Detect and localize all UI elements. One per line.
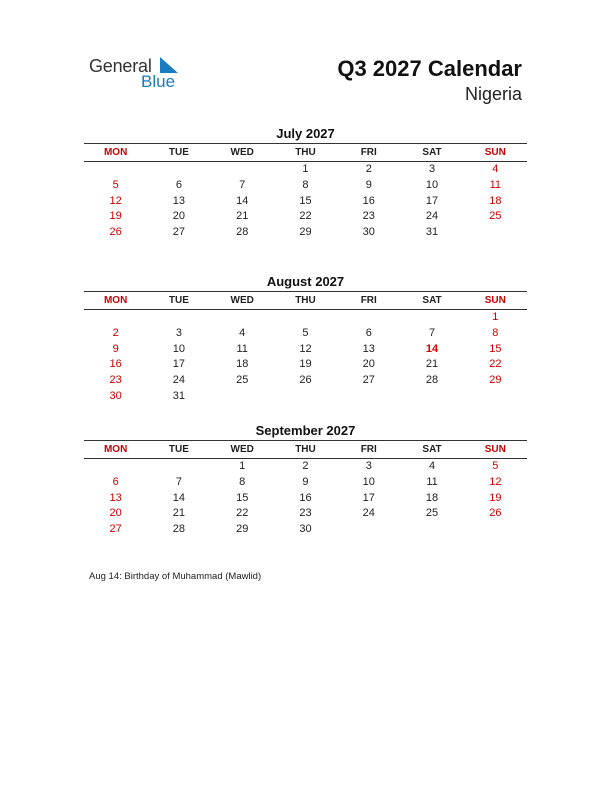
day-cell: 20 — [362, 358, 375, 371]
weekday-label: TUE — [168, 147, 189, 158]
weekday-label: SAT — [422, 444, 442, 455]
day-cell: 19 — [299, 358, 312, 371]
day-cell: 28 — [172, 523, 186, 536]
week-row — [84, 389, 527, 405]
day-cell: 24 — [362, 507, 375, 520]
day-cell: 15 — [236, 491, 249, 504]
weekday-label: MON — [103, 147, 128, 158]
day-cell: 27 — [172, 226, 186, 239]
generalblue-logo — [89, 56, 189, 96]
day-cell: 21 — [236, 210, 249, 223]
week-row — [84, 194, 527, 210]
day-cell: 2 — [112, 326, 119, 339]
day-cell: 17 — [425, 194, 439, 207]
weekday-label: SAT — [422, 147, 442, 158]
day-cell: 13 — [362, 342, 375, 355]
weekday-label: WED — [230, 444, 254, 455]
month-july — [84, 125, 527, 241]
day-cell: 16 — [299, 491, 312, 504]
day-cell: 27 — [362, 374, 375, 387]
day-cell: 26 — [489, 507, 502, 520]
day-cell: 3 — [175, 326, 182, 339]
day-cell: 31 — [172, 389, 186, 402]
day-cell: 16 — [362, 194, 375, 207]
day-cell: 10 — [425, 178, 439, 191]
week-row — [84, 178, 527, 194]
weekday-label: MON — [103, 295, 128, 306]
holiday-note: Aug 14: Birthday of Muhammad (Mawlid) — [89, 571, 262, 582]
day-cell: 14 — [236, 194, 249, 207]
day-cell: 3 — [365, 460, 372, 472]
day-cell: 1 — [302, 163, 309, 175]
holiday-notes — [89, 571, 261, 582]
day-cell: 29 — [236, 523, 249, 536]
empty-day-cell — [400, 522, 463, 538]
week-row — [84, 459, 527, 475]
day-cell: 25 — [425, 507, 439, 520]
day-cell: 26 — [109, 226, 122, 239]
month-grid — [84, 459, 527, 538]
weekday-label: WED — [230, 147, 254, 158]
weekday-label: SUN — [484, 147, 506, 158]
month-title: July 2027 — [276, 126, 335, 141]
empty-day-cell — [337, 389, 400, 405]
day-cell: 15 — [299, 194, 312, 207]
week-row — [84, 209, 527, 225]
week-row — [84, 357, 527, 373]
weekday-label: MON — [103, 444, 128, 455]
day-cell: 21 — [425, 358, 439, 371]
day-cell: 20 — [172, 210, 186, 223]
day-cell: 8 — [492, 326, 499, 339]
week-row — [84, 506, 527, 522]
day-cell: 6 — [175, 178, 182, 191]
empty-day-cell — [464, 522, 527, 538]
month-title: September 2027 — [255, 423, 356, 438]
weekday-label: FRI — [360, 295, 377, 306]
day-cell: 2 — [365, 163, 372, 175]
day-cell: 7 — [175, 475, 182, 488]
day-cell: 5 — [492, 460, 499, 472]
empty-day-cell — [211, 310, 274, 326]
day-cell: 24 — [425, 210, 439, 223]
day-cell: 5 — [302, 326, 309, 339]
week-row — [84, 522, 527, 538]
day-cell: 29 — [299, 226, 312, 239]
week-row — [84, 373, 527, 389]
weekday-label: THU — [295, 295, 316, 306]
logo-triangle-icon — [160, 57, 178, 73]
day-cell: 15 — [489, 342, 502, 355]
empty-day-cell — [337, 310, 400, 326]
weekday-label: WED — [230, 295, 254, 306]
day-cell: 18 — [489, 194, 502, 207]
empty-day-cell — [400, 310, 463, 326]
month-grid — [84, 310, 527, 405]
day-cell: 23 — [362, 210, 375, 223]
empty-day-cell — [211, 389, 274, 405]
day-cell: 10 — [362, 475, 375, 488]
day-cell: 9 — [112, 342, 119, 355]
day-cell: 5 — [112, 178, 119, 191]
month-august — [84, 273, 527, 405]
day-cell: 13 — [109, 491, 122, 504]
empty-day-cell — [400, 389, 463, 405]
weekday-label: SUN — [484, 295, 506, 306]
day-cell: 23 — [299, 507, 312, 520]
day-cell: 6 — [112, 475, 119, 488]
logo-text-general: General — [89, 56, 152, 76]
day-cell: 11 — [426, 475, 438, 488]
empty-day-cell — [211, 162, 274, 178]
empty-day-cell — [84, 162, 147, 178]
day-cell: 27 — [109, 523, 122, 536]
day-cell: 12 — [299, 342, 312, 355]
weekday-label: FRI — [360, 147, 377, 158]
page-title: Q3 2027 Calendar — [337, 56, 522, 81]
day-cell: 31 — [425, 226, 439, 239]
day-cell: 21 — [172, 507, 186, 520]
weekday-header — [84, 143, 527, 162]
day-cell: 25 — [236, 374, 249, 387]
country-name: Nigeria — [464, 84, 522, 104]
day-cell: 4 — [492, 163, 499, 175]
empty-day-cell — [84, 459, 147, 475]
week-row — [84, 326, 527, 342]
holiday-day-cell: 14 — [425, 342, 439, 355]
month-grid — [84, 162, 527, 241]
day-cell: 4 — [428, 460, 436, 472]
weekday-label: THU — [295, 147, 316, 158]
week-row — [84, 162, 527, 178]
day-cell: 18 — [425, 491, 439, 504]
week-row — [84, 475, 527, 491]
day-cell: 4 — [239, 326, 246, 339]
week-row — [84, 342, 527, 358]
day-cell: 28 — [236, 226, 249, 239]
week-row — [84, 491, 527, 507]
day-cell: 22 — [299, 210, 312, 223]
day-cell: 24 — [172, 374, 186, 387]
weekday-header — [84, 440, 527, 459]
empty-day-cell — [464, 225, 527, 241]
day-cell: 19 — [489, 491, 502, 504]
day-cell: 9 — [302, 475, 309, 488]
empty-day-cell — [337, 522, 400, 538]
day-cell: 29 — [489, 374, 502, 387]
day-cell: 16 — [109, 358, 122, 371]
empty-day-cell — [147, 310, 210, 326]
empty-day-cell — [84, 310, 147, 326]
day-cell: 2 — [302, 460, 309, 472]
weekday-label: THU — [295, 444, 316, 455]
day-cell: 12 — [489, 475, 502, 488]
day-cell: 22 — [236, 507, 249, 520]
empty-day-cell — [274, 389, 337, 405]
weekday-label: SUN — [484, 444, 506, 455]
day-cell: 8 — [302, 178, 309, 191]
empty-day-cell — [464, 389, 527, 405]
weekday-label: FRI — [360, 444, 377, 455]
day-cell: 11 — [236, 342, 248, 355]
weekday-header — [84, 291, 527, 310]
day-cell: 1 — [492, 311, 499, 323]
day-cell: 22 — [489, 358, 502, 371]
month-september — [84, 422, 527, 538]
day-cell: 30 — [299, 523, 312, 536]
week-row — [84, 225, 527, 241]
day-cell: 3 — [428, 163, 436, 175]
day-cell: 1 — [239, 460, 246, 472]
empty-day-cell — [147, 162, 210, 178]
day-cell: 8 — [239, 475, 246, 488]
day-cell: 10 — [172, 342, 186, 355]
day-cell: 26 — [299, 374, 312, 387]
weekday-label: TUE — [168, 295, 189, 306]
empty-day-cell — [274, 310, 337, 326]
day-cell: 25 — [489, 210, 502, 223]
day-cell: 28 — [425, 374, 439, 387]
weekday-label: SAT — [422, 295, 442, 306]
day-cell: 6 — [365, 326, 372, 339]
day-cell: 17 — [362, 491, 375, 504]
empty-day-cell — [147, 459, 210, 475]
weekday-label: TUE — [168, 444, 189, 455]
day-cell: 11 — [489, 178, 502, 191]
day-cell: 30 — [362, 226, 375, 239]
day-cell: 17 — [172, 358, 186, 371]
day-cell: 18 — [236, 358, 249, 371]
day-cell: 7 — [428, 326, 436, 339]
day-cell: 14 — [172, 491, 186, 504]
week-row — [84, 310, 527, 326]
day-cell: 19 — [109, 210, 122, 223]
logo-text-blue: Blue — [141, 72, 176, 91]
day-cell: 12 — [109, 194, 122, 207]
day-cell: 20 — [109, 507, 122, 520]
day-cell: 23 — [109, 374, 122, 387]
day-cell: 13 — [172, 194, 186, 207]
day-cell: 30 — [109, 389, 122, 402]
day-cell: 9 — [365, 178, 372, 191]
month-title: August 2027 — [266, 274, 345, 289]
day-cell: 7 — [239, 178, 246, 191]
